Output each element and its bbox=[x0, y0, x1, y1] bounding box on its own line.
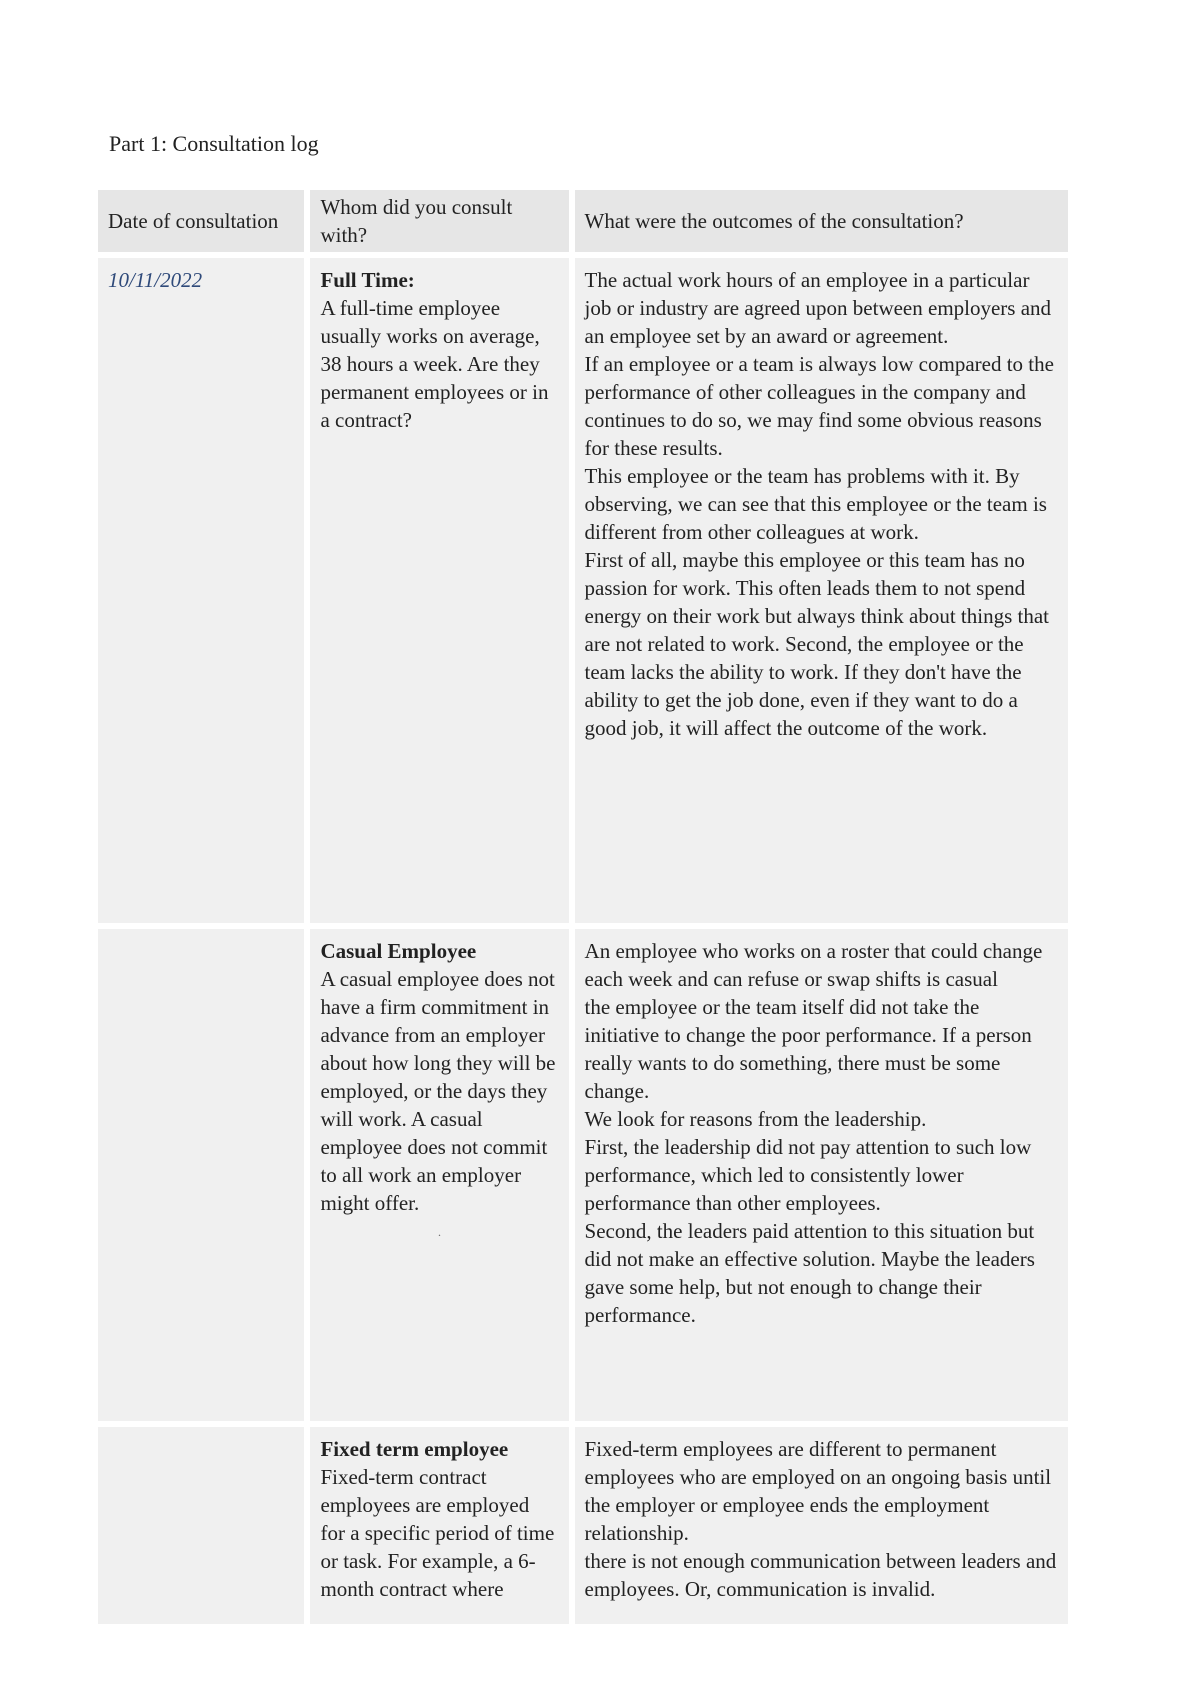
whom-cell bbox=[310, 258, 568, 923]
employment-type-title: Full Time: bbox=[320, 268, 415, 292]
date-cell bbox=[98, 929, 304, 1421]
outcome-paragraph: We look for reasons from the leadership. bbox=[584, 1107, 927, 1131]
table-row bbox=[98, 258, 1068, 923]
header-whom: Whom did you consult with? bbox=[310, 190, 568, 252]
whom-cell bbox=[310, 1427, 568, 1624]
date-cell bbox=[98, 258, 304, 923]
outcome-paragraph: First, the leadership did not pay attention to such low performance, which led to consistently lower performance than other employees. bbox=[584, 1135, 1032, 1215]
outcome-paragraph: the employee or the team itself did not take the initiative to change the poor performance. If a person really wants to do something, there must be some change. bbox=[584, 995, 1032, 1103]
consultation-date: 10/11/2022 bbox=[108, 268, 203, 292]
employment-type-description: A casual employee does not have a firm commitment in advance from an employer about how long they will be employed, or the days they will work. A casual employee does not commit to all work an employer might offer. bbox=[320, 967, 556, 1215]
employment-type-title: Casual Employee bbox=[320, 939, 477, 963]
outcome-paragraph: The actual work hours of an employee in a particular job or industry are agreed upon between employers and an employee set by an award or agreement. bbox=[584, 268, 1052, 348]
outcome-paragraph: First of all, maybe this employee or this team has no passion for work. This often leads them to not spend energy on their work but always think about things that are not related to work. Second, the employee or the team lacks the ability to work. If they don't have the ability to get the job done, even if they want to do a good job, it will affect the outcome of the work. bbox=[584, 548, 1049, 740]
consultation-log-table bbox=[92, 184, 1074, 1630]
table-header-row bbox=[98, 190, 1068, 252]
outcome-cell bbox=[575, 929, 1068, 1421]
table-row bbox=[98, 1427, 1068, 1624]
header-date: Date of consultation bbox=[98, 190, 304, 252]
stray-mark: . bbox=[437, 1225, 441, 1239]
employment-type-description: A full-time employee usually works on average, 38 hours a week. Are they permanent employees or in a contract? bbox=[320, 296, 549, 432]
outcome-cell bbox=[575, 258, 1068, 923]
employment-type-description: Fixed-term contract employees are employed for a specific period of time or task. For example, a 6-month contract where bbox=[320, 1465, 555, 1601]
outcome-paragraph: If an employee or a team is always low compared to the performance of other colleagues in the company and continues to do so, we may find some obvious reasons for these results. bbox=[584, 352, 1054, 460]
date-cell bbox=[98, 1427, 304, 1624]
outcome-paragraph: Fixed-term employees are different to permanent employees who are employed on an ongoing basis until the employer or employee ends the employment relationship. bbox=[584, 1437, 1052, 1545]
header-outcome: What were the outcomes of the consultation? bbox=[575, 190, 1068, 252]
outcome-paragraph: Second, the leaders paid attention to this situation but did not make an effective solution. Maybe the leaders gave some help, but not enough to change their performance. bbox=[584, 1219, 1035, 1327]
page-title: Part 1: Consultation log bbox=[109, 131, 319, 156]
outcome-paragraph: An employee who works on a roster that could change each week and can refuse or swap shifts is casual bbox=[584, 939, 1043, 991]
outcome-paragraph: This employee or the team has problems with it. By observing, we can see that this employee or the team is different from other colleagues at work. bbox=[584, 464, 1047, 544]
whom-cell bbox=[310, 929, 568, 1421]
outcome-paragraph: there is not enough communication between leaders and employees. Or, communication is invalid. bbox=[584, 1549, 1057, 1601]
table-row bbox=[98, 929, 1068, 1421]
employment-type-title: Fixed term employee bbox=[320, 1437, 509, 1461]
outcome-cell bbox=[575, 1427, 1068, 1624]
